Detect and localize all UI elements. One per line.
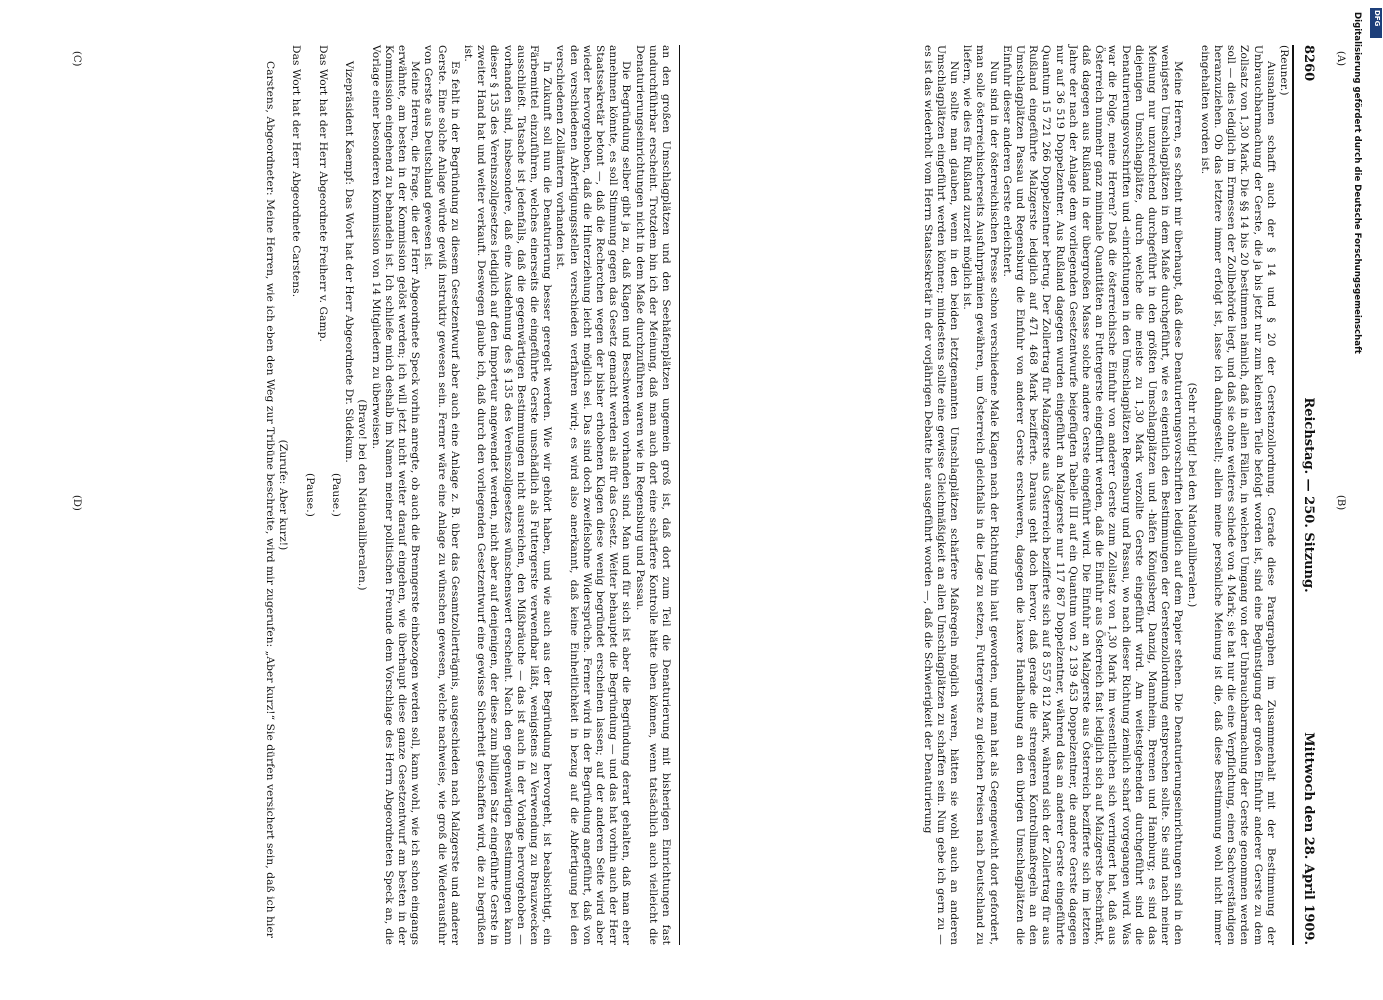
- running-header: [1294, 45, 1320, 945]
- margin-letter-a: (A): [1335, 51, 1346, 67]
- paragraph: Nun sind in der österreichischen Presse schon verschiedene Male Klagen nach der Richtung hin laut geworden, und man hat als Gegengewicht dort gefordert, man solle österreichischerseits Ausfuhrprämien gewähren, um Österreich gleichfalls in die Lage zu setzen, Futtergerste zu gleichen Preisen nach Deutschland zu liefern, wie dies für Rußland zurzeit möglich ist.: [961, 45, 1000, 945]
- paragraph: Es fehlt in der Begründung zu diesem Gesetzentwurf aber auch eine Anlage z. B. über das Gesamtzollerträgnis, ausgeschieden nach Malzgerste und anderer Gerste. Eine solche Anlage würde gewiß instruktiv gewesen sein. Ferner wäre eine Anlage zu wünschen gewesen, welche nachweise, wie groß die Wiederausfuhr von Gerste aus Deutschland gewesen ist.: [422, 45, 461, 945]
- margin-letter-d: (D): [71, 495, 82, 511]
- paragraph: Carstens, Abgeordneter: Meine Herren, wie ich eben den Weg zur Tribüne beschreite, wird mir zugerufen: „Aber kurz!“ Sie dürfen versichert sein, daß ich hier: [263, 61, 276, 939]
- dfg-logo: [1370, 8, 1382, 38]
- paragraph: Die Begründung selber gibt ja zu, daß Klagen und Beschwerden vorhanden sind. Man und für sich ist aber die Begründung derart gehalten, daß man eher annehmen könnte, es soll Stimmung gegen das Gesetz gemacht werden als für das Gesetz. Weiter behauptet die Begründung — und das hat vorhin auch der Herr Staatssekretär betont —, daß die Recherchen wegen der bisher erhobenen Klagen diese wenig begründet erscheinen lassen; auf der anderen Seite wird aber wieder hervorgehoben, daß die Hinterziehung leicht möglich sei. Das sind doch zweifelsohne Widersprüche. Ferner wird in der Begründung angeführt, daß von den verschiedenen Abfertigungsstellen verschieden verfahren wird; es wird also anerkannt, daß keine Einheitlichkeit in bezug auf die Abfertigung bei den verschiedenen Zollämtern vorhanden ist.: [554, 45, 633, 945]
- column-divider: [679, 45, 680, 945]
- header-rule: [1292, 45, 1294, 945]
- paragraph: (Pause.): [303, 473, 316, 517]
- digitization-note-text: Digitalisierung gefördert durch die Deutsche Forschungsgemeinschaft: [1352, 12, 1362, 354]
- paragraph: (Sehr richtig! bei den Nationalliberalen.): [1185, 382, 1198, 608]
- session-date: Mittwoch den 28. April 1909.: [1301, 732, 1316, 945]
- dfg-logo-text: DFG: [1373, 10, 1381, 27]
- right-column: [62, 45, 672, 945]
- page-number: 8260: [1301, 45, 1316, 82]
- paragraph: Nun sollte man glauben, wenn in den beiden letztgenannten Umschlagplätzen schärfere Maßregeln möglich waren, hätten sie wohl auch an anderen Umschlagplätzen eingeführt werden können; mindestens sollte eine gewisse Gleichmäßigkeit an allen Umschlagplätzen zu schaffen sein. Nun gebe ich gern zu — es ist das wiederholt vom Herrn Staatssekretär in der vorjährigen Debatte hier ausgeführt worden —, daß die Schwierigkeit der Denaturierung: [921, 45, 960, 945]
- rotated-page: [50, 45, 1346, 945]
- paragraph: Das Wort hat der Herr Abgeordnete Freiherr v. Gamp.: [316, 45, 329, 342]
- paragraph: Ausnahmen schafft auch der § 14 und § 20 der Gerstenzollordnung. Gerade diese Paragraphen im Zusammenhalt mit der Bestimmung der Unbrauchbarmachung der Gerste, die ja bis jetzt nur zum kleinsten Teile befolgt worden ist, sind eine Begünstigung der großen Einfuhr anderer Gerste zu dem Zollsatz von 1,30 Mark. Die §§ 14 bis 20 bestimmen nämlich, daß in allen Fällen, in welchen Umgang von der Unbrauchbarmachung der Gerste genommen werden soll — dies lediglich im Ermessen der Zollbehörde liegt, und daß sie ohne weiteres schiede von 4 Mark; sie hat nur die eine Verpflichtung, einen Sachverständigen heranzuziehen. Ob das letztere immer erfolgt ist, lasse ich dahingestellt; allein meine persönliche Meinung ist die, daß diese Bestimmung wohl nicht immer eingehalten worden ist.: [1198, 45, 1277, 945]
- paragraph: an den großen Umschlagplätzen und den Seehäfenplätzen ungemein groß ist, daß dort zum Teil die Denaturierung mit bisherigen Einrichtungen fast undurchführbar erscheint. Trotzdem bin ich der Meinung, daß man auch dort eine schärfere Kontrolle hätte üben können, wenn tatsächlich auch vielleicht die Denaturierungseinrichtungen nicht in dem Maße durchzuführen waren wie in Regensburg und Passau.: [633, 45, 672, 945]
- paragraph: (Reuner.): [1278, 45, 1290, 96]
- paragraph: Meine Herren, es scheint mir überhaupt, daß diese Denaturierungsvorschriften lediglich auf dem Papier stehen. Die Denaturierungseinrichtungen sind in den wenigsten Umschlagplätzen in dem Maße durchgeführt, wie es eigentlich den Bestimmungen der Gerstenzollordnung entsprechen sollte. Sie sind nach meiner Meinung nur unzureichend durchgeführt in den größten Umschlagplätzen und -häfen Königsberg, Danzig, Mannheim, Bremen und Hamburg; es sind das diejenigen Umschlagplätze, durch welche die meiste zu 1,30 Mark verzollte Gerste eingeführt wird. Am weitestgehenden durchgeführt sind die Denaturierungsvorschriften und -einrichtungen in den Umschlagplätzen Regensburg und Passau, wo nach dieser Richtung ziemlich scharf vorgegangen wird. Was war die Folge, meine Herren? Daß die österreichische Einfuhr von anderer Gerste zum Zollsatz von 1,30 Mark im wesentlichen sich verringert hat, daß aus Österreich nunmehr ganz minimale Quantitäten an Futtergerste eingeführt werden, daß die Einfuhr aus Österreich fast lediglich sich auf Malzgerste beschränkt, daß dagegen aus Rußland in der übergroßen Masse solche andere Gerste eingeführt wird. Die Einfuhr an Malzgerste aus Österreich bezifferte sich im letzten Jahre der nach der Anlage dem vorliegenden Gesetzentwurfe beigefügten Tabelle III auf ein Quantum von 2 139 453 Doppelzentner, die andere Gerste dagegen nur auf 36 519 Doppelzentner. Aus Rußland dagegen wurden eingeführt an Malzgerste nur 117 867 Doppelzentner, während das an anderer Gerste eingeführte Quantum 15 721 266 Doppelzentner betrug. Der Zollertrag für Malzgerste aus Österreich bezifferte sich auf 8 557 812 Mark, während sich der Zollertrag für aus Rußland eingeführte Malzgerste lediglich auf 471 468 Mark bezifferte. Daraus geht doch hervor, daß gerade die strengeren Kontrollmaßregeln an den Umschlagplätzen Passau und Regensburg die Einfuhr von anderer Gerste erschweren, dagegen die laxere Handhabung an den übrigen Umschlagplätzen die Einfuhr dieser anderen Gerste erleichtert.: [1000, 45, 1185, 945]
- paragraph: (Pause.): [329, 473, 342, 517]
- left-column: [690, 45, 1290, 945]
- margin-letter-b: (B): [1335, 495, 1346, 511]
- session-title: Reichstag. — 250. Sitzung.: [1301, 397, 1316, 593]
- paragraph: (Zurufe: Aber kurz!): [277, 439, 290, 551]
- paragraph: In Zukunft soll nun die Denaturierung besser geregelt werden. Wie wir gehört haben, und wie auch aus der Begründung hervorgeht, ist beabsichtigt, ein Färbemittel einzuführen, welches einerseits die eingeführte Gerste unschädlich als Futtergerste verwendbar läßt, wenigstens zu Verwendung zu Brauzwecken ausschließt. Tatsache ist jedenfalls, daß die gegenwärtigen Bestimmungen nicht ausreichen, den Mißbräuche — das ist auch in der Vorlage hervorgehoben — vorhanden sind, insbesondere, daß eine Ausdehnung des § 135 des Vereinszollgesetzes wünschenswert erscheint. Nach den gegenwärtigen Bestimmungen kann dieser § 135 des Vereinszollgesetzes lediglich auf den Importeur angewendet werden, nicht aber auf denjenigen, der diese zum billigen Satz eingeführte Gerste in zweiter Hand hat und weiter verkauft. Deswegen glaube ich, daß durch den vorliegenden Gesetzentwurf eine gewisse Sicherheit geschaffen wird, die zu begrüßen ist.: [461, 45, 554, 945]
- margin-letter-c: (C): [71, 51, 82, 67]
- paragraph: Meine Herren, die Frage, die der Herr Abgeordnete Speck vorhin anregte, ob auch die Brenngerste einbezogen werden soll, kann wohl, wie ich schon eingangs erwähnte, am besten in der Kommission gelöst werden; ich will jetzt nicht weiter darauf eingehen, wie überhaupt diese ganze Gesetzentwurf am besten in der Kommission eingehend zu behandeln ist. Ich schließe mich deshalb im Namen meiner politischen Freunde dem Vorschlage des Herrn Abgeordneten Speck an, die Vorlage einer besonderen Kommission von 14 Mitgliedern zu überweisen.: [369, 45, 422, 945]
- digitization-note: [1348, 12, 1362, 992]
- paragraph: Vizepräsident Kaempf: Das Wort hat der Herr Abgeordnete Dr. Südekum.: [343, 61, 356, 463]
- paragraph: (Bravo! bei den Nationalliberalen.): [356, 399, 369, 591]
- paragraph: Das Wort hat der Herr Abgeordnete Carstens.: [290, 45, 303, 298]
